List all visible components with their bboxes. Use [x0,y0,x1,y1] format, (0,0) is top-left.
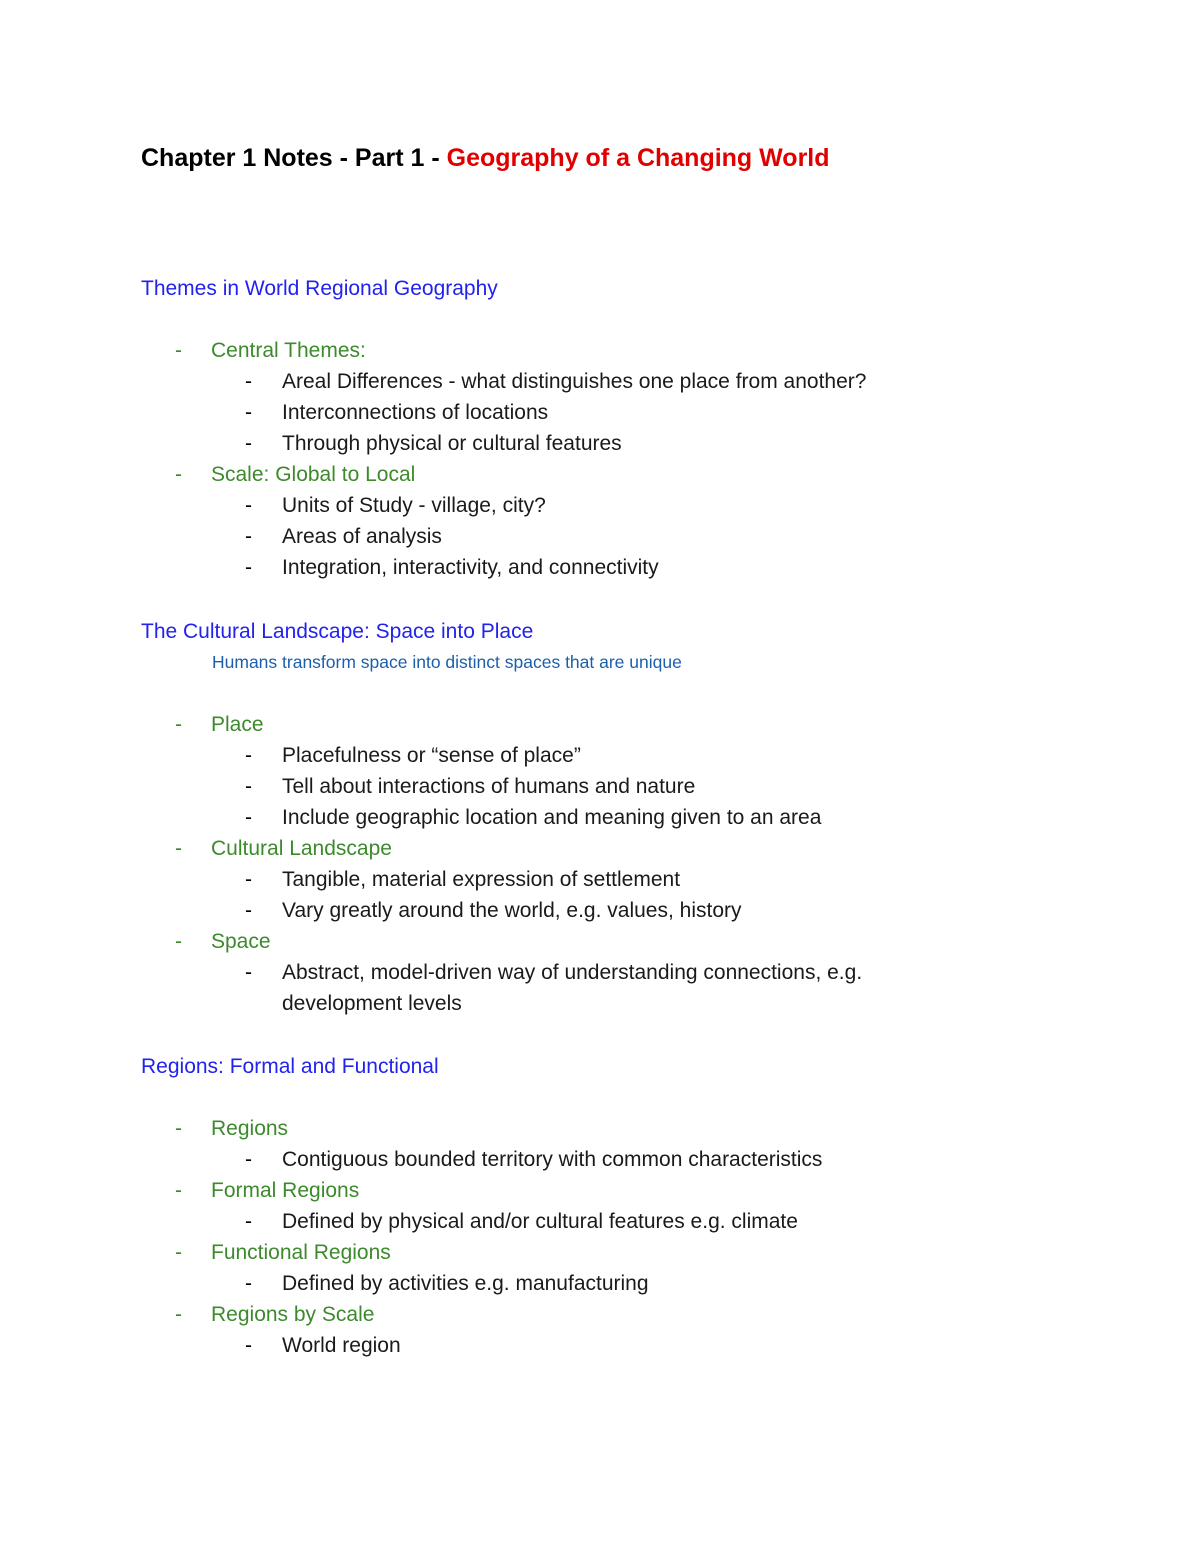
list-item-label: Formal Regions [211,1179,360,1202]
list-item-label: Cultural Landscape [211,837,392,860]
sub-list-item [211,1330,1101,1361]
sub-list-item [211,521,1101,552]
list-item [141,1175,1101,1237]
dash-marker: - [175,339,182,362]
section-heading: Regions: Formal and Functional [141,1055,439,1078]
dash-marker: - [175,1117,182,1140]
sub-item-text: Placefulness or “sense of place” [282,744,581,767]
list-item-label: Place [211,713,264,736]
dash-marker: - [245,868,252,891]
sub-list-item [211,740,1101,771]
dash-marker: - [245,370,252,393]
title-prefix: Chapter 1 Notes - Part 1 - [141,144,447,172]
sub-list-item [211,895,1101,926]
section-subnote: Humans transform space into distinct spaces that are unique [212,652,682,672]
sub-item-text: Areal Differences - what distinguishes one place from another? [282,370,867,393]
list-item [141,459,1101,583]
dash-marker: - [175,1303,182,1326]
dash-marker: - [175,713,182,736]
section-heading: Themes in World Regional Geography [141,277,498,300]
dash-marker: - [245,899,252,922]
dash-marker: - [245,494,252,517]
section-cultural-landscape [141,616,1101,1019]
bullet-list [141,709,1101,1019]
section-regions [141,1051,1101,1361]
sub-item-text: Interconnections of locations [282,401,549,424]
section-themes [141,273,1101,583]
sub-list-item [211,552,1101,583]
sub-list [211,864,1101,926]
list-item-label: Regions by Scale [211,1303,375,1326]
bullet-list [141,335,1101,583]
sub-list-item [211,1206,1101,1237]
sub-list-item [211,864,1101,895]
sub-list-item [211,957,1101,1019]
sub-item-text: Contiguous bounded territory with common characteristics [282,1148,823,1171]
sub-item-text: Abstract, model-driven way of understanding connections, e.g. development levels [282,961,863,1015]
sub-item-text: Defined by physical and/or cultural features e.g. climate [282,1210,798,1233]
list-item [141,1237,1101,1299]
dash-marker: - [245,1148,252,1171]
sub-item-text: World region [282,1334,401,1357]
sub-list [211,366,1101,459]
list-item [141,709,1101,833]
dash-marker: - [175,930,182,953]
sub-list-item [211,771,1101,802]
sub-list-item [211,802,1101,833]
list-item-label: Scale: Global to Local [211,463,416,486]
sub-list-item [211,397,1101,428]
sub-list-item [211,1144,1101,1175]
list-item-label: Space [211,930,271,953]
sub-item-text: Areas of analysis [282,525,442,548]
dash-marker: - [245,1210,252,1233]
sub-list-item [211,428,1101,459]
list-item [141,1299,1101,1361]
dash-marker: - [175,1179,182,1202]
sub-item-text: Tell about interactions of humans and nature [282,775,696,798]
list-item [141,335,1101,459]
list-item [141,833,1101,926]
sub-item-text: Defined by activities e.g. manufacturing [282,1272,649,1295]
list-item-label: Regions [211,1117,289,1140]
document-title [141,140,1101,176]
sub-list [211,1144,1101,1175]
sub-list [211,957,1101,1019]
dash-marker: - [175,463,182,486]
section-heading: The Cultural Landscape: Space into Place [141,620,534,643]
sub-list-item [211,1268,1101,1299]
dash-marker: - [245,744,252,767]
sub-item-text: Through physical or cultural features [282,432,622,455]
sub-list [211,740,1101,833]
list-item-label: Functional Regions [211,1241,391,1264]
sub-item-text: Vary greatly around the world, e.g. values, history [282,899,742,922]
dash-marker: - [245,806,252,829]
dash-marker: - [245,556,252,579]
dash-marker: - [245,525,252,548]
list-item-label: Central Themes: [211,339,366,362]
sub-list [211,1330,1101,1361]
sub-item-text: Integration, interactivity, and connectivity [282,556,659,579]
dash-marker: - [245,961,252,984]
sub-item-text: Include geographic location and meaning given to an area [282,806,822,829]
sub-list [211,1206,1101,1237]
dash-marker: - [245,1272,252,1295]
bullet-list [141,1113,1101,1361]
sub-item-text: Tangible, material expression of settlement [282,868,681,891]
dash-marker: - [245,432,252,455]
sub-list [211,1268,1101,1299]
sub-list [211,490,1101,583]
dash-marker: - [175,837,182,860]
dash-marker: - [245,401,252,424]
title-highlight: Geography of a Changing World [446,144,830,172]
sub-item-text: Units of Study - village, city? [282,494,546,517]
dash-marker: - [175,1241,182,1264]
dash-marker: - [245,1334,252,1357]
dash-marker: - [245,775,252,798]
sub-list-item [211,366,1101,397]
sub-list-item [211,490,1101,521]
document-page [141,140,1101,1357]
list-item [141,926,1101,1019]
list-item [141,1113,1101,1175]
